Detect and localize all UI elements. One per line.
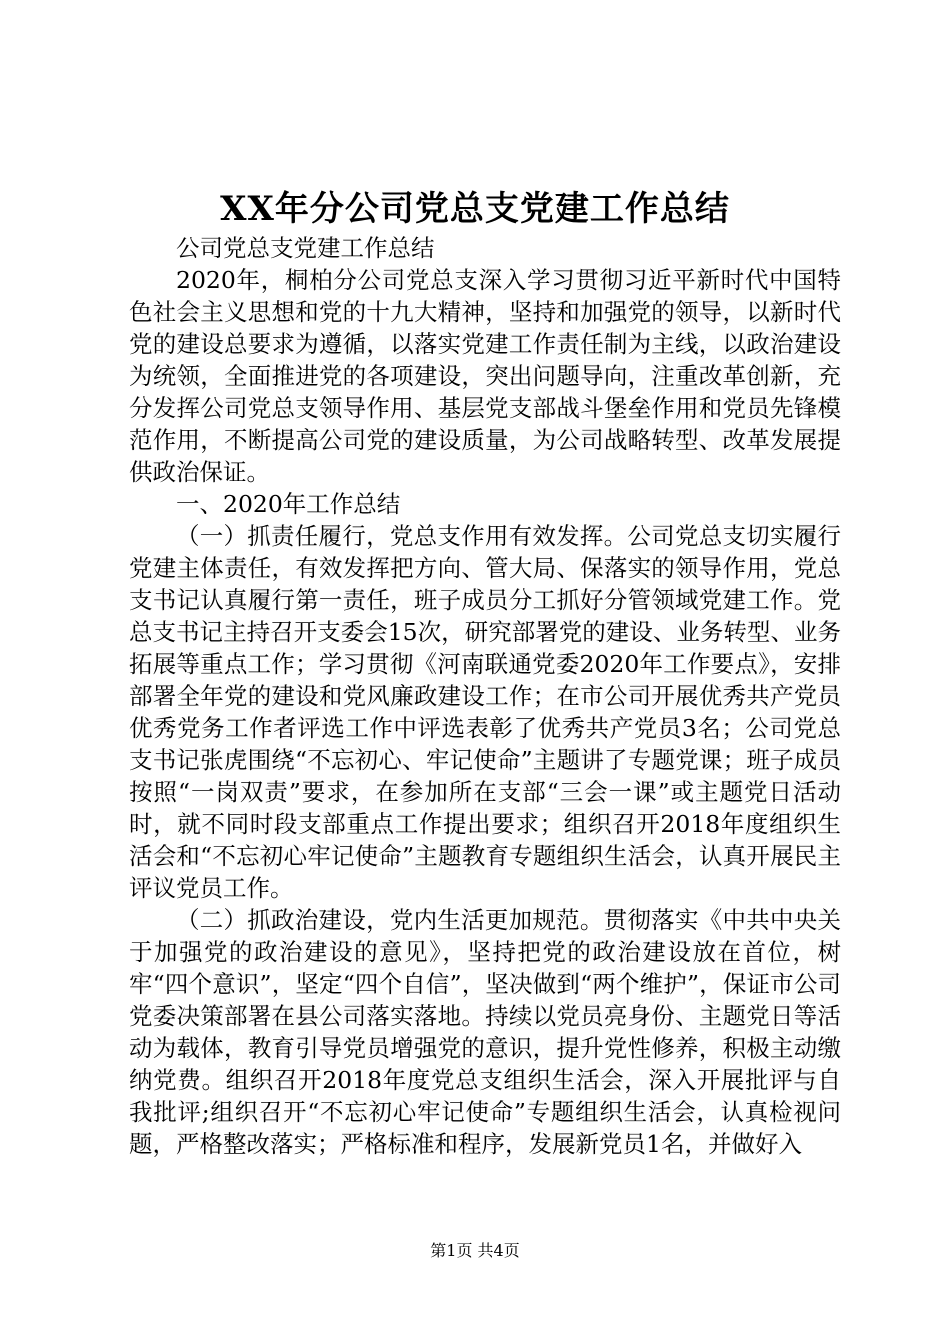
body-paragraph-1: （一）抓责任履行，党总支作用有效发挥。公司党总支切实履行党建主体责任，有效发挥把方向、管大局、保落实的领导作用，党总支书记认真履行第一责任，班子成员分工抓好分管领域党建工作。党总支书记主持召开支委会15次，研究部署党的建设、业务转型、业务拓展等重点工作；学习贯彻《河南联通党委2020年工作要点》，安排部署全年党的建设和党风廉政建设工作；在市公司开展优秀共产党员优秀党务工作者评选工作中评选表彰了优秀共产党员3名；公司党总支书记张虎围绕“不忘初心、牢记使命”主题讲了专题党课；班子成员按照“一岗双责”要求，在参加所在支部“三会一课”或主题党日活动时，就不同时段支部重点工作提出要求；组织召开2018年度组织生活会和“不忘初心牢记使命”主题教育专题组织生活会，认真开展民主评议党员工作。 xyxy=(129,522,841,902)
intro-paragraph: 2020年，桐柏分公司党总支深入学习贯彻习近平新时代中国特色社会主义思想和党的十九大精神，坚持和加强党的领导，以新时代党的建设总要求为遵循，以落实党建工作责任制为主线，以政治建设为统领，全面推进党的各项建设，突出问题导向，注重改革创新，充分发挥公司党总支领导作用、基层党支部战斗堡垒作用和党员先锋模范作用，不断提高公司党的建设质量，为公司战略转型、改革发展提供政治保证。 xyxy=(129,266,841,486)
section-heading: 一、2020年工作总结 xyxy=(176,490,401,518)
body-paragraph-2: （二）抓政治建设，党内生活更加规范。贯彻落实《中共中央关于加强党的政治建设的意见》，坚持把党的政治建设放在首位，树牢“四个意识”，坚定“四个自信”，坚决做到“两个维护”，保证市公司党委决策部署在县公司落实落地。持续以党员亮身份、主题党日等活动为载体，教育引导党员增强党的意识，提升党性修养，积极主动缴纳党费。组织召开2018年度党总支组织生活会，深入开展批评与自我批评;组织召开“不忘初心牢记使命”专题组织生活会，认真检视问题，严格整改落实；严格标准和程序，发展新党员1名，并做好入 xyxy=(129,906,841,1158)
document-title: XX年分公司党总支党建工作总结 xyxy=(220,189,730,229)
subtitle-paragraph: 公司党总支党建工作总结 xyxy=(176,234,435,262)
page-number-footer: 第1页 共4页 xyxy=(430,1241,520,1260)
document-body xyxy=(129,232,841,1160)
